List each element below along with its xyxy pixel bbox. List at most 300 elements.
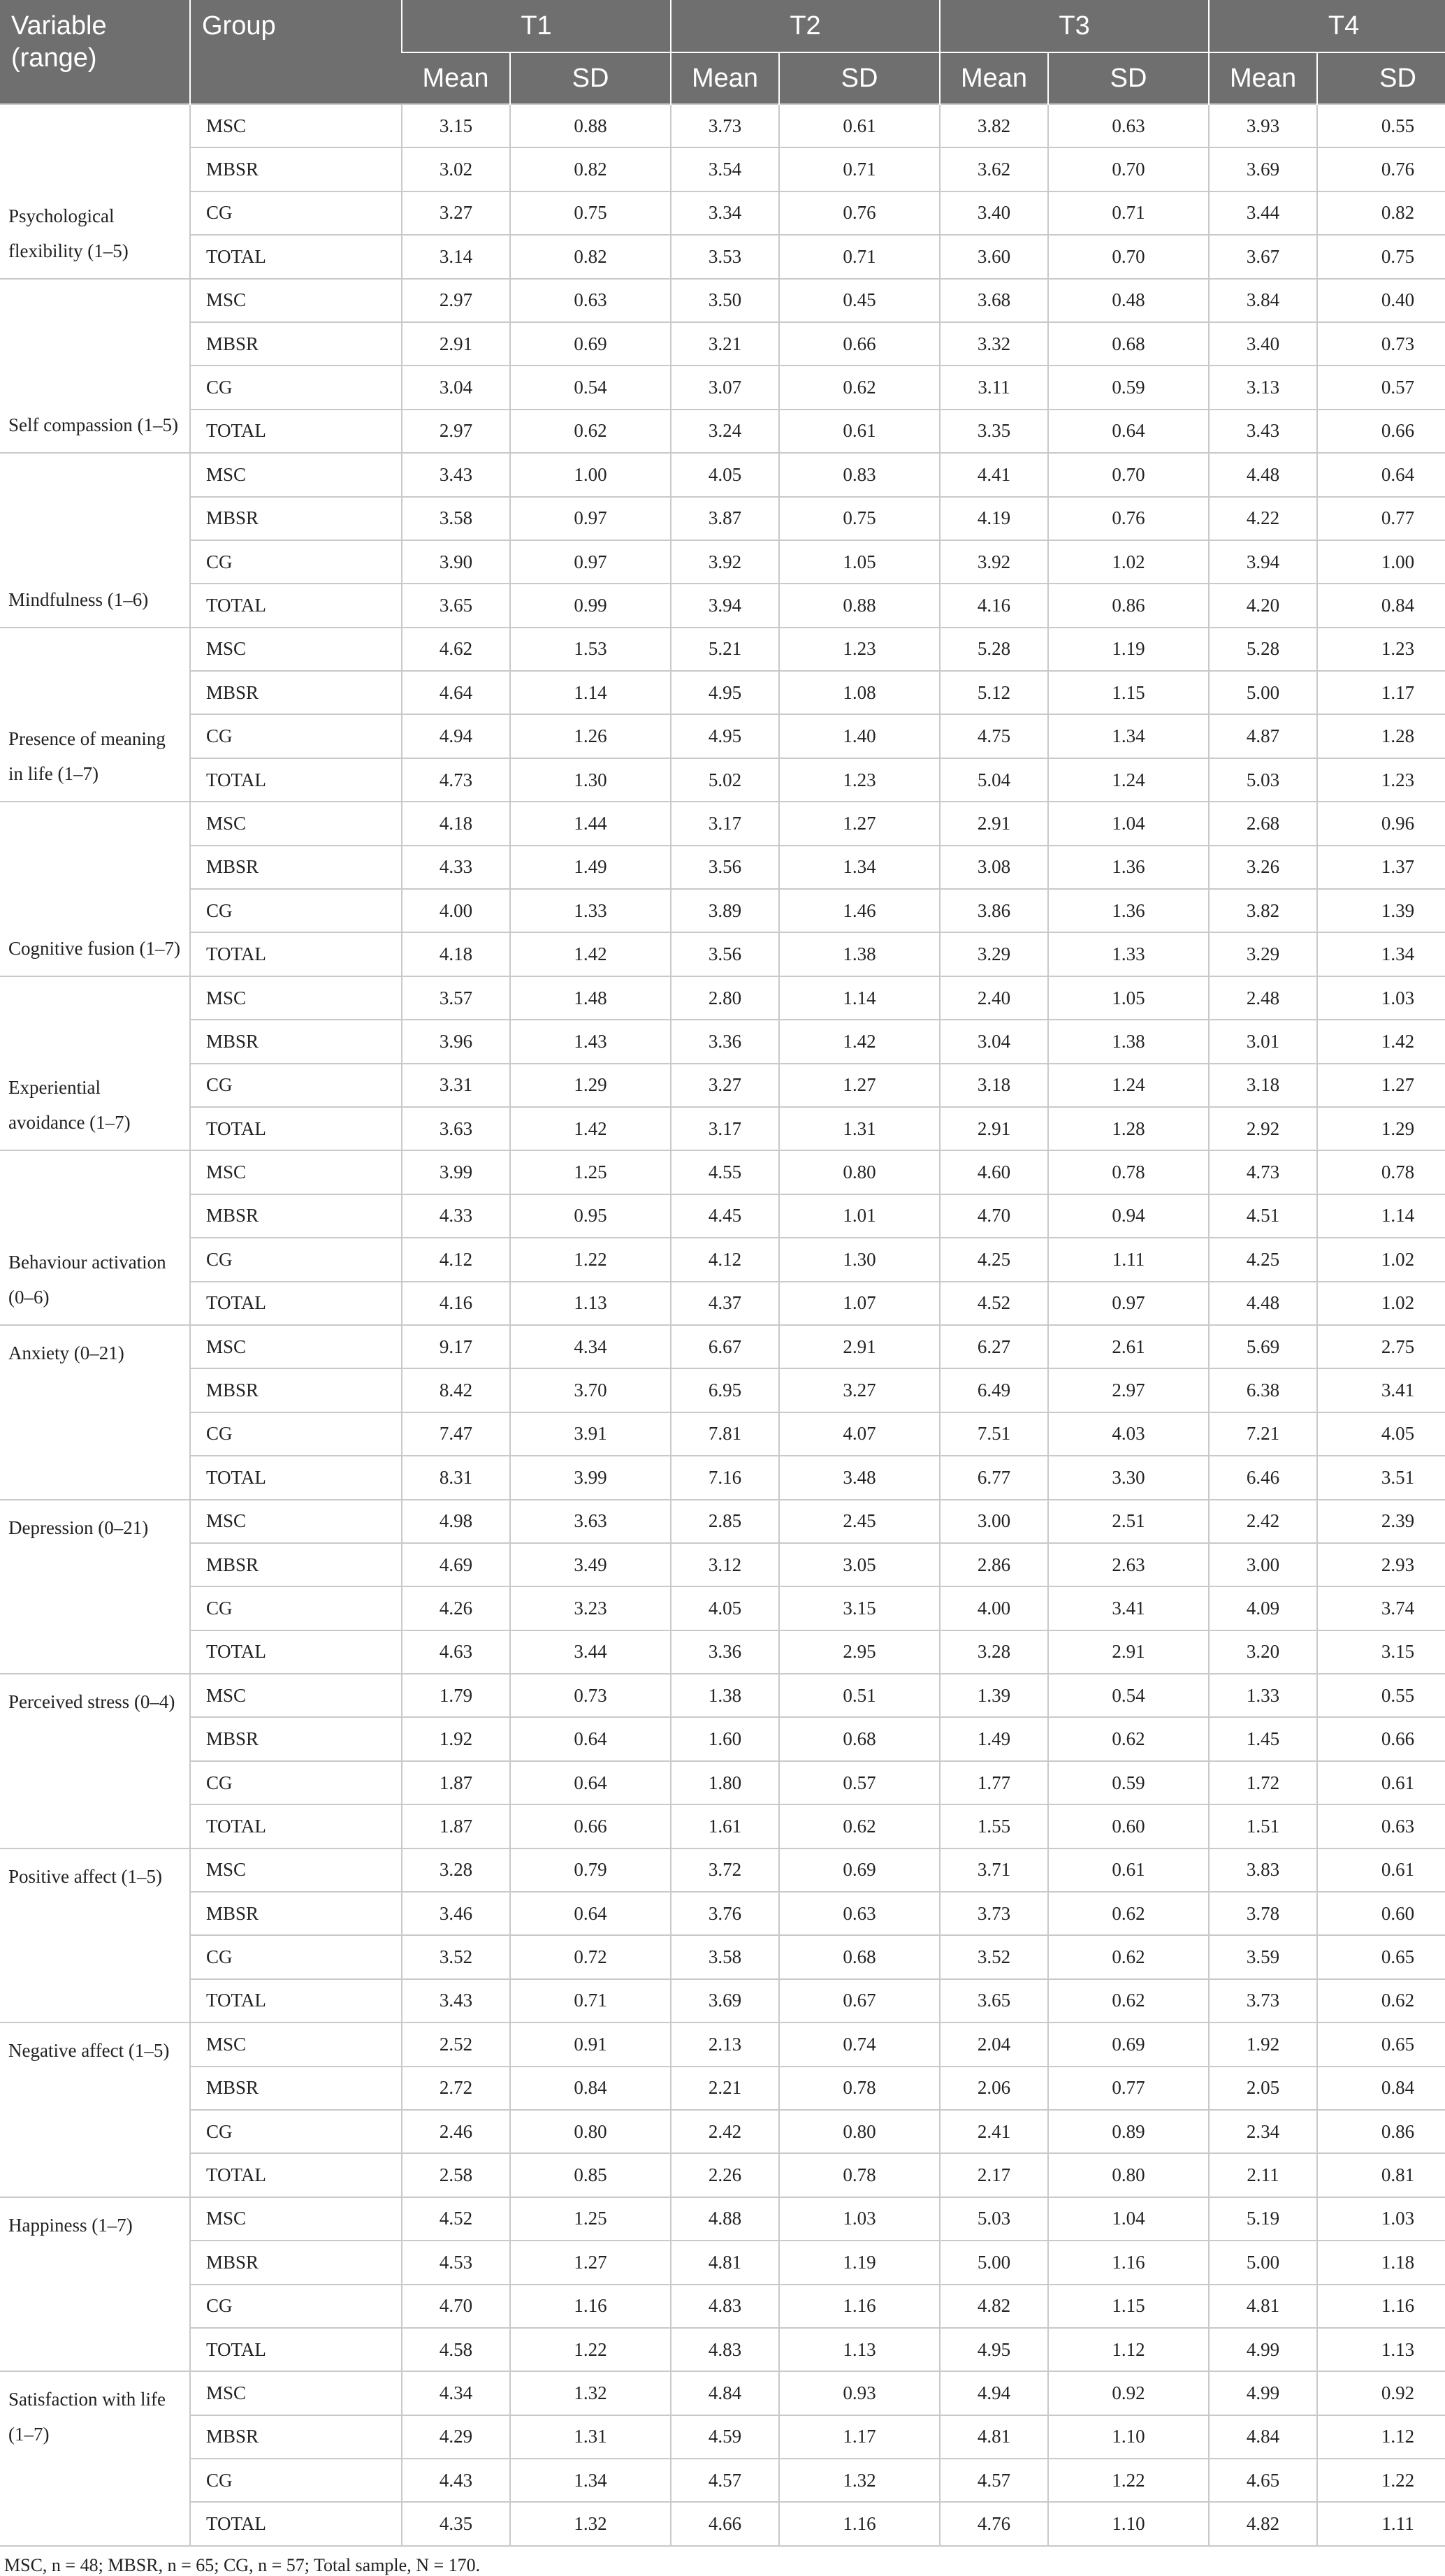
mean-cell: 3.07 [671,366,779,409]
mean-cell: 6.67 [671,1325,779,1368]
sd-cell: 0.63 [779,1892,940,1935]
mean-cell: 4.18 [402,802,510,845]
sd-cell: 2.51 [1048,1500,1209,1543]
header-t3: T3 [940,0,1209,52]
mean-cell: 4.59 [671,2415,779,2459]
mean-cell: 4.00 [940,1586,1048,1630]
mean-cell: 3.27 [671,1064,779,1107]
mean-cell: 4.52 [940,1282,1048,1325]
sd-cell: 2.97 [1048,1368,1209,1412]
sd-cell: 3.44 [510,1630,671,1674]
mean-cell: 3.86 [940,889,1048,932]
sd-cell: 3.15 [1317,1630,1445,1674]
table-row [0,2197,1445,2241]
table-row [0,2371,1445,2415]
mean-cell: 4.73 [1209,1150,1317,1194]
sd-cell: 1.12 [1317,2415,1445,2459]
sd-cell: 0.83 [779,453,940,496]
mean-cell: 2.48 [1209,976,1317,1020]
sd-cell: 0.70 [1048,235,1209,278]
group-cell: CG [190,191,402,235]
group-cell: MBSR [190,2241,402,2284]
mean-cell: 6.38 [1209,1368,1317,1412]
sd-cell: 1.14 [1317,1194,1445,1238]
sd-cell: 3.99 [510,1456,671,1499]
mean-cell: 3.28 [402,1848,510,1892]
mean-cell: 4.19 [940,497,1048,540]
mean-cell: 4.20 [1209,584,1317,627]
table-row [0,1935,1445,1978]
table-row [0,1500,1445,1543]
sd-cell: 3.15 [779,1586,940,1630]
sd-cell: 3.91 [510,1412,671,1456]
mean-cell: 1.92 [402,1717,510,1760]
sd-cell: 3.51 [1317,1456,1445,1499]
sd-cell: 1.23 [779,628,940,671]
group-cell: MBSR [190,322,402,366]
variable-label: Satisfaction with life (1–7) [0,2371,190,2546]
group-cell: MBSR [190,846,402,889]
mean-cell: 4.57 [671,2459,779,2502]
mean-cell: 4.83 [671,2285,779,2328]
mean-cell: 3.54 [671,147,779,191]
sd-cell: 0.71 [779,235,940,278]
mean-cell: 4.18 [402,932,510,976]
mean-cell: 4.48 [1209,453,1317,496]
mean-cell: 1.33 [1209,1674,1317,1717]
mean-cell: 3.63 [402,1107,510,1150]
sd-cell: 1.16 [779,2502,940,2545]
mean-cell: 3.57 [402,976,510,1020]
sd-cell: 0.64 [510,1717,671,1760]
table-row [0,1717,1445,1760]
group-cell: MSC [190,1325,402,1368]
mean-cell: 3.13 [1209,366,1317,409]
group-cell: MSC [190,2371,402,2415]
mean-cell: 6.46 [1209,1456,1317,1499]
sd-cell: 1.15 [1048,2285,1209,2328]
group-cell: CG [190,889,402,932]
mean-cell: 7.16 [671,1456,779,1499]
sd-cell: 0.74 [779,2023,940,2066]
sd-cell: 0.80 [1048,2153,1209,2197]
sd-cell: 0.62 [1048,1935,1209,1978]
mean-cell: 4.94 [940,2371,1048,2415]
mean-cell: 4.16 [940,584,1048,627]
table-row [0,758,1445,802]
sd-cell: 0.69 [1048,2023,1209,2066]
mean-cell: 3.96 [402,1020,510,1063]
mean-cell: 3.68 [940,279,1048,322]
sd-cell: 0.75 [1317,235,1445,278]
sd-cell: 0.73 [1317,322,1445,366]
header-mean: Mean [1209,52,1317,104]
group-cell: MSC [190,628,402,671]
sd-cell: 0.63 [1048,104,1209,147]
sd-cell: 0.72 [510,1935,671,1978]
mean-cell: 7.81 [671,1412,779,1456]
sd-cell: 1.16 [779,2285,940,2328]
mean-cell: 4.43 [402,2459,510,2502]
header-sd: SD [779,52,940,104]
mean-cell: 4.64 [402,671,510,714]
sd-cell: 3.70 [510,1368,671,1412]
mean-cell: 9.17 [402,1325,510,1368]
mean-cell: 2.97 [402,279,510,322]
mean-cell: 2.80 [671,976,779,1020]
mean-cell: 3.83 [1209,1848,1317,1892]
sd-cell: 0.55 [1317,1674,1445,1717]
sd-cell: 1.33 [1048,932,1209,976]
table-row [0,2241,1445,2284]
group-cell: MSC [190,2023,402,2066]
sd-cell: 1.42 [1317,1020,1445,1063]
sd-cell: 1.02 [1048,540,1209,584]
sd-cell: 0.95 [510,1194,671,1238]
variable-label: Anxiety (0–21) [0,1325,190,1500]
mean-cell: 3.82 [940,104,1048,147]
sd-cell: 0.99 [510,584,671,627]
mean-cell: 4.84 [671,2371,779,2415]
mean-cell: 3.56 [671,932,779,976]
sd-cell: 1.11 [1048,1238,1209,1281]
sd-cell: 0.70 [1048,453,1209,496]
group-cell: MSC [190,1848,402,1892]
sd-cell: 1.25 [510,2197,671,2241]
sd-cell: 0.77 [1317,497,1445,540]
sd-cell: 1.03 [779,2197,940,2241]
table-row [0,497,1445,540]
mean-cell: 8.42 [402,1368,510,1412]
mean-cell: 3.01 [1209,1020,1317,1063]
sd-cell: 0.66 [510,1804,671,1848]
table-row [0,322,1445,366]
mean-cell: 4.35 [402,2502,510,2545]
mean-cell: 2.34 [1209,2110,1317,2153]
sd-cell: 1.24 [1048,758,1209,802]
table-row [0,2415,1445,2459]
sd-cell: 1.31 [510,2415,671,2459]
sd-cell: 2.63 [1048,1543,1209,1586]
sd-cell: 1.31 [779,1107,940,1150]
mean-cell: 7.51 [940,1412,1048,1456]
mean-cell: 2.58 [402,2153,510,2197]
sd-cell: 1.27 [1317,1064,1445,1107]
sd-cell: 0.62 [510,410,671,453]
table-row [0,1325,1445,1368]
sd-cell: 1.22 [510,1238,671,1281]
mean-cell: 2.11 [1209,2153,1317,2197]
mean-cell: 3.00 [1209,1543,1317,1586]
mean-cell: 1.72 [1209,1761,1317,1804]
sd-cell: 0.62 [779,366,940,409]
mean-cell: 1.61 [671,1804,779,1848]
sd-cell: 2.39 [1317,1500,1445,1543]
sd-cell: 0.76 [1317,147,1445,191]
sd-cell: 0.63 [1317,1804,1445,1848]
header-variable: Variable (range) [0,0,190,104]
mean-cell: 3.00 [940,1500,1048,1543]
mean-cell: 3.26 [1209,846,1317,889]
sd-cell: 0.73 [510,1674,671,1717]
mean-cell: 3.15 [402,104,510,147]
group-cell: MBSR [190,147,402,191]
mean-cell: 5.02 [671,758,779,802]
mean-cell: 2.06 [940,2067,1048,2110]
mean-cell: 4.41 [940,453,1048,496]
sd-cell: 1.17 [779,2415,940,2459]
sd-cell: 1.23 [1317,758,1445,802]
sd-cell: 1.34 [779,846,940,889]
table-row [0,2459,1445,2502]
mean-cell: 3.52 [940,1935,1048,1978]
table-row [0,147,1445,191]
mean-cell: 4.16 [402,1282,510,1325]
mean-cell: 3.73 [1209,1979,1317,2023]
mean-cell: 4.95 [671,714,779,758]
mean-cell: 4.81 [1209,2285,1317,2328]
header-sd: SD [510,52,671,104]
sd-cell: 0.67 [779,1979,940,2023]
group-cell: CG [190,714,402,758]
sd-cell: 0.89 [1048,2110,1209,2153]
sd-cell: 0.79 [510,1848,671,1892]
sd-cell: 1.37 [1317,846,1445,889]
sd-cell: 1.12 [1048,2328,1209,2371]
sd-cell: 1.11 [1317,2502,1445,2545]
sd-cell: 1.26 [510,714,671,758]
table-row [0,1194,1445,1238]
sd-cell: 1.23 [779,758,940,802]
mean-cell: 1.87 [402,1761,510,1804]
group-cell: MBSR [190,1194,402,1238]
mean-cell: 6.27 [940,1325,1048,1368]
sd-cell: 1.05 [779,540,940,584]
sd-cell: 0.61 [1048,1848,1209,1892]
sd-cell: 0.69 [510,322,671,366]
sd-cell: 1.19 [779,2241,940,2284]
mean-cell: 3.18 [1209,1064,1317,1107]
mean-cell: 1.45 [1209,1717,1317,1760]
mean-cell: 2.21 [671,2067,779,2110]
sd-cell: 0.82 [1317,191,1445,235]
sd-cell: 1.19 [1048,628,1209,671]
mean-cell: 3.04 [402,366,510,409]
mean-cell: 4.82 [940,2285,1048,2328]
variable-label: Cognitive fusion (1–7) [0,802,190,976]
sd-cell: 1.03 [1317,2197,1445,2241]
mean-cell: 4.05 [671,453,779,496]
sd-cell: 1.25 [510,1150,671,1194]
sd-cell: 0.71 [510,1979,671,2023]
mean-cell: 3.99 [402,1150,510,1194]
header-t1: T1 [402,0,671,52]
group-cell: MBSR [190,2415,402,2459]
table-note: MSC, n = 48; MBSR, n = 65; CG, n = 57; Total sample, N = 170. [4,2554,481,2575]
mean-cell: 3.43 [402,1979,510,2023]
sd-cell: 0.71 [779,147,940,191]
mean-cell: 3.58 [671,1935,779,1978]
sd-cell: 0.76 [1048,497,1209,540]
table-row [0,2328,1445,2371]
sd-cell: 1.01 [779,1194,940,1238]
mean-cell: 3.76 [671,1892,779,1935]
mean-cell: 4.99 [1209,2328,1317,2371]
mean-cell: 3.44 [1209,191,1317,235]
mean-cell: 2.92 [1209,1107,1317,1150]
sd-cell: 1.44 [510,802,671,845]
sd-cell: 0.45 [779,279,940,322]
mean-cell: 4.99 [1209,2371,1317,2415]
mean-cell: 4.69 [402,1543,510,1586]
table-row [0,1282,1445,1325]
mean-cell: 4.57 [940,2459,1048,2502]
sd-cell: 0.92 [1048,2371,1209,2415]
mean-cell: 3.50 [671,279,779,322]
sd-cell: 1.03 [1317,976,1445,1020]
mean-cell: 4.70 [940,1194,1048,1238]
table-row [0,714,1445,758]
table-row [0,2067,1445,2110]
sd-cell: 0.54 [1048,1674,1209,1717]
sd-cell: 0.75 [510,191,671,235]
mean-cell: 3.93 [1209,104,1317,147]
sd-cell: 0.68 [1048,322,1209,366]
sd-cell: 0.64 [1317,453,1445,496]
mean-cell: 2.97 [402,410,510,453]
mean-cell: 4.62 [402,628,510,671]
mean-cell: 3.82 [1209,889,1317,932]
mean-cell: 2.46 [402,2110,510,2153]
sd-cell: 0.75 [779,497,940,540]
group-cell: CG [190,1586,402,1630]
mean-cell: 4.12 [402,1238,510,1281]
sd-cell: 0.97 [510,540,671,584]
table-row [0,1543,1445,1586]
mean-cell: 7.47 [402,1412,510,1456]
table-row [0,1456,1445,1499]
mean-cell: 3.28 [940,1630,1048,1674]
group-cell: CG [190,366,402,409]
mean-cell: 3.43 [1209,410,1317,453]
sd-cell: 1.27 [510,2241,671,2284]
mean-cell: 2.41 [940,2110,1048,2153]
sd-cell: 3.63 [510,1500,671,1543]
mean-cell: 4.25 [940,1238,1048,1281]
sd-cell: 0.66 [1317,1717,1445,1760]
group-cell: CG [190,2110,402,2153]
mean-cell: 3.24 [671,410,779,453]
mean-cell: 5.00 [1209,2241,1317,2284]
sd-cell: 0.54 [510,366,671,409]
sd-cell: 0.64 [1048,410,1209,453]
mean-cell: 3.94 [671,584,779,627]
mean-cell: 4.95 [940,2328,1048,2371]
group-cell: TOTAL [190,1979,402,2023]
mean-cell: 4.52 [402,2197,510,2241]
mean-cell: 3.08 [940,846,1048,889]
sd-cell: 3.27 [779,1368,940,1412]
sd-cell: 0.55 [1317,104,1445,147]
variable-label: Experiential avoidance (1–7) [0,976,190,1151]
mean-cell: 4.76 [940,2502,1048,2545]
sd-cell: 1.27 [779,802,940,845]
mean-cell: 4.95 [671,671,779,714]
table-row [0,1020,1445,1063]
mean-cell: 3.35 [940,410,1048,453]
table-row [0,279,1445,322]
group-cell: MSC [190,802,402,845]
sd-cell: 0.51 [779,1674,940,1717]
sd-cell: 0.77 [1048,2067,1209,2110]
sd-cell: 1.48 [510,976,671,1020]
mean-cell: 2.40 [940,976,1048,1020]
sd-cell: 1.10 [1048,2415,1209,2459]
group-cell: MSC [190,1150,402,1194]
table-row [0,584,1445,627]
table-row [0,1804,1445,1848]
group-cell: CG [190,540,402,584]
variable-label: Psychological flexibility (1–5) [0,104,190,279]
sd-cell: 0.57 [779,1761,940,1804]
mean-cell: 4.81 [940,2415,1048,2459]
mean-cell: 3.72 [671,1848,779,1892]
sd-cell: 2.45 [779,1500,940,1543]
mean-cell: 4.70 [402,2285,510,2328]
mean-cell: 2.26 [671,2153,779,2197]
table-header [0,0,1445,104]
table-row [0,846,1445,889]
table-row [0,1368,1445,1412]
sd-cell: 1.29 [510,1064,671,1107]
mean-cell: 4.82 [1209,2502,1317,2545]
sd-cell: 3.41 [1048,1586,1209,1630]
group-cell: MSC [190,2197,402,2241]
sd-cell: 1.13 [1317,2328,1445,2371]
group-cell: MSC [190,279,402,322]
group-cell: CG [190,1935,402,1978]
sd-cell: 1.13 [779,2328,940,2371]
sd-cell: 0.59 [1048,366,1209,409]
mean-cell: 4.09 [1209,1586,1317,1630]
mean-cell: 2.05 [1209,2067,1317,2110]
group-cell: TOTAL [190,2153,402,2197]
sd-cell: 1.00 [1317,540,1445,584]
mean-cell: 4.29 [402,2415,510,2459]
mean-cell: 5.00 [1209,671,1317,714]
table-row [0,2023,1445,2066]
mean-cell: 3.71 [940,1848,1048,1892]
mean-cell: 3.17 [671,802,779,845]
mean-cell: 6.77 [940,1456,1048,1499]
table-row [0,1150,1445,1194]
table-row [0,1412,1445,1456]
mean-cell: 4.12 [671,1238,779,1281]
mean-cell: 3.69 [671,1979,779,2023]
mean-cell: 2.91 [940,1107,1048,1150]
sd-cell: 0.62 [1317,1979,1445,2023]
mean-cell: 3.32 [940,322,1048,366]
mean-cell: 4.05 [671,1586,779,1630]
sd-cell: 1.16 [1048,2241,1209,2284]
mean-cell: 3.56 [671,846,779,889]
mean-cell: 3.31 [402,1064,510,1107]
mean-cell: 2.52 [402,2023,510,2066]
sd-cell: 0.61 [779,410,940,453]
sd-cell: 1.38 [1048,1020,1209,1063]
group-cell: TOTAL [190,2328,402,2371]
table-row [0,1630,1445,1674]
